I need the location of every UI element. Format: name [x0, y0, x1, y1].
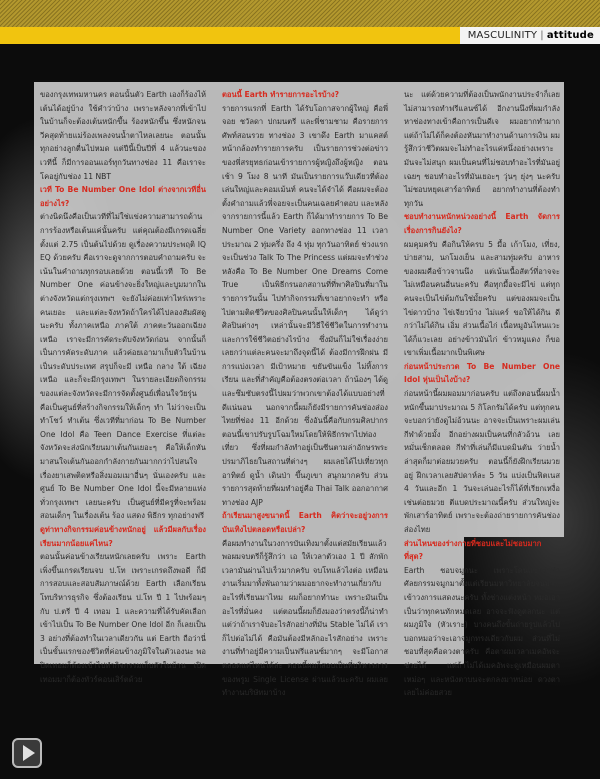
article-paragraph: คือผมทำงานในวงการบันเทิงมาตั้งแต่สมัยเรียนแล้ว พอผมจบตรีก็รู้สึกว่า เอ ให้เวลาตัวเอง 1 ปี สักพักเวลามันผ่านไปเร็วมากครับ จบโทแล้วไงต่อ เหมือนงานเริ่มมาทั้งพันถามว่าผมอยากจะทำงานเกี่ยวกับอะไรที่เรียนมาไหม ผมก็อยากทำนะ เพราะมันเป็นอะไรที่มั่นคง แต่ตอนนี้ผมก็ยังมองว่าตรงนี้ก็น่าทำแต่ว่าถ้าเราจับอะไรสักอย่างที่มัน Stable ไม่ได้ เราก็ไปต่อไม่ได้ คือมันต้องมีหลักอะไรสักอย่าง เพราะงานที่ทำอยู่มีความเป็นฟรีแลนซ์มากๆ จะมีโอกาสตลอดแค่ไหนได้ล่ะ ตอนนี้ผมก็สอบเป็นที่บริหารการของพรูม Single License ผ่านแล้วนะครับ ผมเลยทำงานบริษัทมาบ้าง: [222, 538, 388, 698]
section-tag: [460, 27, 600, 44]
interview-question: ดูท่าทางกิจกรรมค่อนข้างหนักอยู่ แล้วมีผลกับเรื่องเรียนมากน้อยแค่ไหน?: [40, 525, 206, 548]
play-button[interactable]: [12, 738, 42, 768]
play-icon: [23, 745, 35, 761]
article-paragraph: ต่างนิดนึงคือเป็นเวทีที่ไม่ใช่แข่งความสามารถด้านการร้องหรือเต้นแค่นั้นครับ แต่คุณต้องมีเกรดเฉลี่ยตั้งแต่ 2.75 เป็นต้นไปด้วย ดูเรื่องความประพฤติ IQ EQ ด้วยครับ คือเราจะดูจากการตอบคำถามครับ จะเน้นในคำถามทุกรอบเลยด้วย ตอนนี้เวที To Be Number One ค่อนข้างจะยิ่งใหญ่และบูมมากในต่างจังหวัดแต่กรุงเทพฯ จะยังไม่ค่อยเท่าไหร่เพราะคนเยอะ และแต่ละจังหวัดถ้าใครได้ไปลองสัมผัสดูนะครับ ทั้งภาคเหนือ ภาคใต้ ภาคตะวันออกเฉียงเหนือ เราจะมีการคัดระดับจังหวัดก่อน จากนั้นก็เป็นการคัดระดับภาค แล้วค่อยเอามาเก็บตัวในบ้านเป็นระดับประเทศ สรุปก็จะมี เหนือ กลาง ใต้ เฉียงเหนือ และก็จะมีกรุงเทพฯ ในรายละเอียดกิจกรรมของแต่ละจังหวัดจะมีการจัดตั้งศูนย์เพื่อนใจวัยรุ่น คือเป็นศูนย์ที่สร้างกิจกรรมให้เด็กๆ ทำ ไม่ว่าจะเป็นทำโชว์ ทำเต้น ซึ่งเวทีที่มาก่อน To Be Number One Idol คือ Teen Dance Exercise ที่แต่ละจังหวัดจะส่งนักเรียนมาเต้นกันเยอะๆ คือให้เด็กหันมาสนใจเต้นกันออกกำลังกายกันมากกว่าไปสนใจเรื่องยาเสพติดหรือสิ่งมอมเมาอื่นๆ นั่นเองครับ และศูนย์ To Be Number One Idol นี้จะมีหลายแห่งทั่วกรุงเทพฯ เลยนะครับ เป็นศูนย์ที่มีครูที่จะพร้อมสอนเด็กๆ ในเรื่องเต้น ร้อง แสดง พิธีกร ทุกอย่างฟรี: [40, 212, 206, 521]
article-paragraph: รายการแรกที่ Earth ได้รับโอกาสจากผู้ใหญ่ คือพี่จอย ชวัลดา ปกมนตรี และพี่ชามชาม คือรายการ ศัพท์สอนรวย ทางช่อง 3 เขาดึง Earth มาแคสต์หน้ากล้องทำรายการครับ เป็นรายการช่วงต่อข่าวของพี่สรยุทธก่อนเข้ารายการผู้หญิงถึงผู้หญิง ตอนเช้า 9 โมง 8 นาที มันเป็นรายการแว๊บเดียวที่ต้องเล่นใหญ่และคอมเม้นท์ คนจะได้จำได้ คือผมจะต้องตั้งคำถามแล้วพี่จอยจะเป็นคนเฉลยคำตอบ และหลังจากรายการนี้แล้ว Earth ก็ได้มาทำรายการ To Be Number One Variety ออกทางช่อง 11 เวลาประมาณ 2 ทุ่มครึ่ง ถึง 4 ทุ่ม ทุกวันอาทิตย์ ช่วงแรกจะเป็นช่วง Talk To The Princess แต่ผมจะทำช่วงหลังคือ To Be Number One Dreams Come True เป็นพิธีกรนอกสถานที่ที่พาศิลปินที่มาในรายการวันนั้น ไปทำกิจกรรมที่เขาอยากจะทำ หรือไปตามติดชีวิตของศิลปินคนนั้นให้เด็กๆ ได้ดูว่าศิลปินต่างๆ เหล่านั้นจะมีวิธีใช้ชีวิตในการทำงานและการใช้ชีวิตอย่างไรบ้าง ซึ่งมันก็ไม่ใช่เรื่องง่ายเลยกว่าแต่ละคนจะมาถึงจุดนี้ได้ ต้องมีการฝึกฝน มีการแบ่งเวลา มีเป้าหมาย ขยันขันแข็ง ไม่ทิ้งการเรียน และที่สำคัญคือต้องตรงต่อเวลา ถ้าน้องๆ ได้ดูและซึมซับตรงนี้ไปผมว่าพวกเขาต้องได้แบบอย่างที่ดีแน่นอน นอกจากนี้ผมก็ยังมีรายการคันช่องส่องไทยที่ช่อง 11 อีกด้วย ซึ่งอันนี้คือกับกรมศิลปากร ตอนนี้เขาปรับรูปโฉมใหม่โดยให้พิธีกรพาไปท่องเที่ยว ซึ่งที่ผมกำลังทำอยู่เป็นซีนตามล่าอักษรพระปรมาภิไธยในสถานที่ต่างๆ ผมเลยได้ไปเที่ยวทุกอาทิตย์ ดูน้ำ เดินป่า ขึ้นภูเขา สนุกมากครับ ส่วนรายการสุดท้ายที่ผมทำอยู่คือ Thai Talk ออกอากาศทางช่อง AJP: [222, 103, 389, 507]
header-stripe: [0, 0, 600, 27]
article-paragraph: Earth ชอบจมูกนะ เพราะโดนแซวว่าทำศัลยกรรมจมูกมาตั้งแต่เรียนมหาวิทยาลัยจนมาเข้าวงการแสดงนะครับ ทั้งช่างแต่งหน้า หมอเอาเป็นว่าทุกคนทักหมดเลย อาจจะฟังดูตลกนะ แต่ผมภูมิใจ (หัวเราะ) บางคนถึงขั้นถ่ายรูปแล้วไปบอกหมอว่าจะเอาจมูกทรงเดียวกับผม ส่วนที่ไม่ชอบที่สุดคือดวงตาครับ คือตาผมเวลาเมคอัพจะช่วยได้ แต่ถ้าไม่ได้เมคอัพจะดูเหมือนผมตาเหม่อๆ และหนังตาบนจะตกลงมาหน่อย ดวงตาเลยไม่ค่อยสวย: [404, 565, 560, 698]
subsection-name: attitude: [546, 30, 594, 41]
interview-question: ส่วนไหนของร่างกายที่ชอบและไม่ชอบมากที่สุด?: [404, 538, 542, 562]
interview-question: ตอนนี้ Earth ทำรายการอะไรบ้าง?: [222, 90, 339, 99]
section-name: MASCULINITY: [467, 30, 538, 41]
article-paragraph: ก่อนหน้านี้ผมผอมมาก่อนครับ แต่ถึงตอนนี้ผมน้ำหนักขึ้นมาประมาณ 5 กิโลกรัมได้ครับ แต่ทุกคนจะบอกว่ายังดูไม่อ้วนนะ อาจจะเป็นเพราะผมเล่นกีฬาด้วยมั้ง อีกอย่างผมเป็นคนที่กลัวอ้วน เลยหมั่นเช็กตลอด กีฬาที่เล่นก็มีแบดมินตัน ว่ายน้ำ ล่าสุดก็มาต่อยมวยครับ ตอนนี้ก็ยังฝึกเรียนมวยอยู่ ฝึกเวลาเลยสัปดาห์ละ 5 วัน แบ่งเป็นฟิตเนส 4 วันและอีก 1 วันจะเล่นอะไรก็ได้ที่เรียกเหงื่อเช่นต่อยมวย ตีแบดประมาณนี้ครับ ส่วนใหญ่จะพักเสาร์อาทิตย์ เพราะจะต้องถ่ายรายการคันช่องส่องไทย: [404, 389, 560, 534]
article-paragraph: ของกรุงเทพมหานคร ตอนนั้นตัว Earth เองก็ร้องไห้เต้นได้อยู่บ้าง ใช้คำว่าบ้าง เพราะหลังจากที่เข้าไปในบ้านก็จะต้องเต้นหนักขึ้น ร้องหนักขึ้น ซึ่งหนักจนวีคสุดท้ายแม่ร้องเพลงจนน้ำตาไหลเลยนะ ตอนนั้นทุกอย่างลูกตื่นไปหมด แต่ปีนี้เป็นปีที่ 4 แล้วนะของเวทีนี้ ก็มีการออนแอร์ทุกวันทางช่อง 11 คือเราจะโคอยู่กับช่อง 11 NBT: [40, 90, 206, 181]
article-paragraph: ตอนนั้นค่อนข้างเรียนหนักเลยครับ เพราะ Earth เพิ่งขึ้นเกรดเรียนจบ ป.โท เพราะเกรดถึงพอดี ก็มีการสอบและสอบสัมภาษณ์ด้วย Earth เลือกเรียนโทบริหารธุรกิจ ซึ่งต้องเรียน ป.โท ปี 1 ไปพร้อมๆ กับ ป.ตรี ปี 4 เทอม 1 และความที่ได้รับคัดเลือกเข้าไปเป็น To Be Number One Idol อีก ก็เลยเป็น 3 อย่างที่ต้องทำในเวลาเดียวกัน แต่ Earth ถือว่านี่เป็นขั้นแรกของชีวิตที่ค่อนข้างภูมิใจในตัวเองนะ พอปิดเทอมก็ต้องเข้าไปทำกิจกรรมเก็บตัวในบ้าน เปิดเทอมมาก็ต้องทัวร์คอนเสิร์ตด้วย: [40, 552, 206, 684]
interview-question: ถ้าเรียนมาสูงขนาดนี้ Earth คิดว่าจะอยู่วงการบันเทิงไปตลอดหรือเปล่า?: [222, 511, 388, 534]
section-separator: |: [540, 30, 544, 41]
article-column-3: [404, 88, 560, 700]
interview-question: ก่อนหน้าประกวด To Be Number One Idol หุ่นเป็นไงบ้าง?: [404, 361, 560, 385]
article-paragraph: นะ แต่ด้วยความที่ต้องเป็นพนักงานประจำก็เลยไม่สามารถทำฟรีแลนซ์ได้ อีกงานนึงที่ผมกำลังหาช่องทางเข้าคือการเป็นดีเจ ผมอยากทำมาก แต่ถ้าไม่ได้ก็คงต้องหันมาทำงานด้านการเงิน ผมรู้สึกว่าชีวิตผมจะไม่ทำอะไรแค่หนึ่งอย่างเพราะมันจะไม่สนุก ผมเป็นคนที่ไม่ชอบทำอะไรที่มันอยู่เฉยๆ ชอบทำอะไรที่มันเยอะๆ วุ่นๆ ยุ่งๆ นะครับ ไม่ชอบหยุดเสาร์อาทิตย์ อยากทำงานที่ต้องทำทุกวัน: [404, 90, 560, 208]
article-column-2: [222, 88, 388, 700]
interview-question: เวที To Be Number One Idol ต่างจากเวทีอื่นอย่างไร?: [40, 185, 206, 208]
article-column-1: [40, 88, 206, 686]
interview-question: ชอบทำงานหนักหน่วงอย่างนี้ Earth จัดการเรื่องการกินยังไง?: [404, 212, 560, 235]
article-paragraph: ผมคุมครับ คือกินให้ครบ 5 มื้อ เก้าโมง, เที่ยง, บ่ายสาม, นกโมงเย็น และสามทุ่มครับ อาหารของผมคือข้าวจานนึง แต่เน้นเนื้อสัตว์ที่อาจจะไม่เหมือนคนอื่นนะครับ คือทุกมื้อจะมีไข่ แต่ทุกคนจะเป็นไข่ต้มกันใช่มั้ยครับ แต่ของผมจะเป็นไข่ดาวบ้าง ไข่เจียวบ้าง ไม่แคร์ ขอให้ได้กิน ดีกว่าไม่ได้กิน เอิ่ม ส่วนเนื้อไก่ เนื้อหมูอันไหนแวะได้ก็แวะเลย อย่างข้าวมันไก่ ข้าวหมูแดง ก็ขอเขาเพิ่มเนื้อมากเป็นพิเศษ: [404, 239, 560, 358]
